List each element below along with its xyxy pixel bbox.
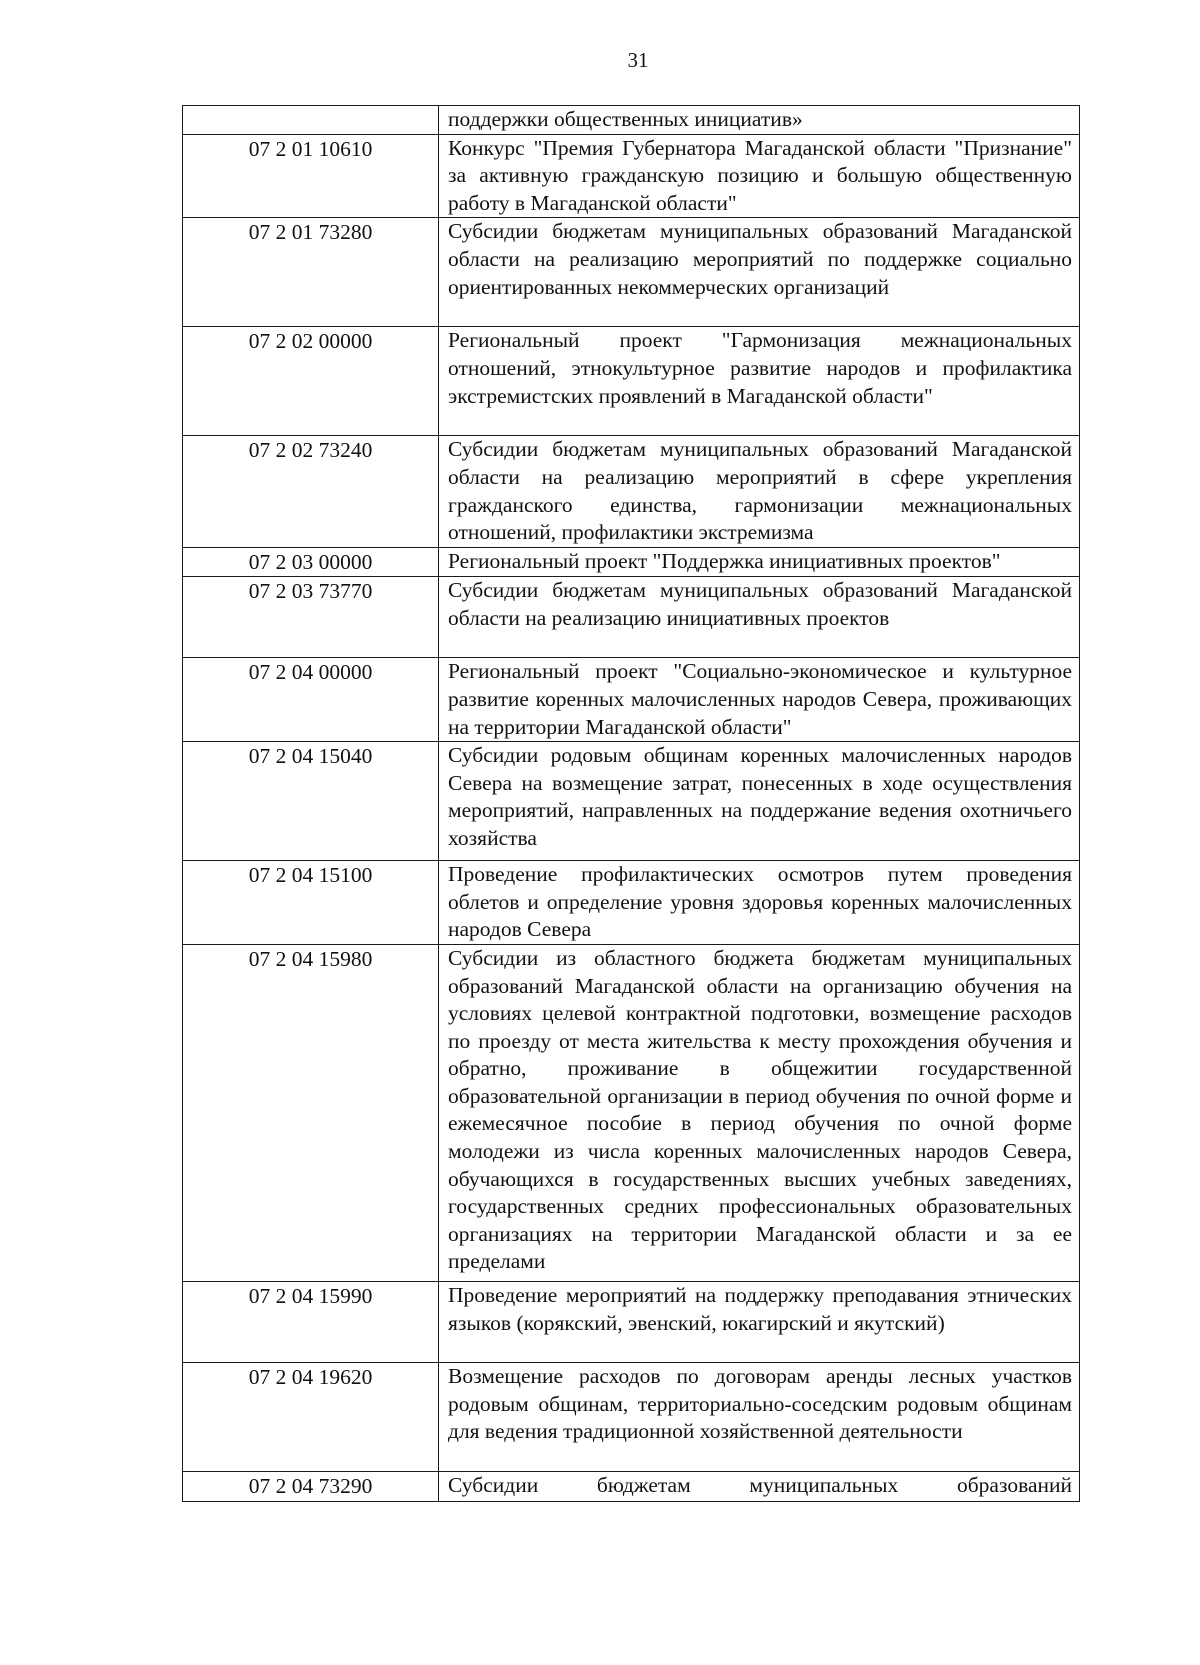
code-cell: 07 2 02 00000 (183, 327, 439, 436)
code-cell: 07 2 02 73240 (183, 436, 439, 547)
table-row (183, 436, 1080, 547)
code-cell: 07 2 04 15990 (183, 1281, 439, 1362)
description-cell: Региональный проект "Поддержка инициативных проектов" (439, 547, 1080, 577)
description-cell: Субсидии бюджетам муниципальных образований Магаданской области на реализацию инициативных проектов (439, 577, 1080, 658)
table-row (183, 658, 1080, 742)
code-cell: 07 2 04 15100 (183, 861, 439, 945)
code-cell: 07 2 01 10610 (183, 134, 439, 218)
table-row (183, 1471, 1080, 1501)
table-row (183, 327, 1080, 436)
table-row (183, 134, 1080, 218)
description-cell: Конкурс "Премия Губернатора Магаданской области "Признание" за активную гражданскую позицию и большую общественную работу в Магаданской области" (439, 134, 1080, 218)
code-cell: 07 2 04 15980 (183, 944, 439, 1281)
code-cell: 07 2 04 19620 (183, 1362, 439, 1471)
code-cell: 07 2 04 73290 (183, 1471, 439, 1501)
table-row (183, 218, 1080, 327)
code-cell: 07 2 01 73280 (183, 218, 439, 327)
description-cell: Субсидии бюджетам муниципальных образований Магаданской области на реализацию мероприятий по поддержке социально ориентированных некоммерческих организаций (439, 218, 1080, 327)
description-cell: Субсидии родовым общинам коренных малочисленных народов Севера на возмещение затрат, понесенных в ходе осуществления мероприятий, направленных на поддержание ведения охотничьего хозяйства (439, 742, 1080, 861)
table-row (183, 106, 1080, 135)
table-row (183, 944, 1080, 1281)
description-cell: Субсидии бюджетам муниципальных образований (439, 1471, 1080, 1501)
description-cell: Проведение профилактических осмотров путем проведения облетов и определение уровня здоровья коренных малочисленных народов Севера (439, 861, 1080, 945)
table-row (183, 547, 1080, 577)
description-cell: Возмещение расходов по договорам аренды лесных участков родовым общинам, территориально-соседским родовым общинам для ведения традиционной хозяйственной деятельности (439, 1362, 1080, 1471)
description-cell: Субсидии бюджетам муниципальных образований Магаданской области на реализацию мероприятий в сфере укрепления гражданского единства, гармонизации межнациональных отношений, профилактики экстремизма (439, 436, 1080, 547)
code-cell: 07 2 04 15040 (183, 742, 439, 861)
table-row (183, 861, 1080, 945)
code-cell: 07 2 04 00000 (183, 658, 439, 742)
code-cell: 07 2 03 73770 (183, 577, 439, 658)
table-row (183, 1281, 1080, 1362)
table-row (183, 1362, 1080, 1471)
budget-code-table (182, 105, 1080, 1502)
description-cell: Субсидии из областного бюджета бюджетам муниципальных образований Магаданской области на организацию обучения на условиях целевой контрактной подготовки, возмещение расходов по проезду от места жительства к месту прохождения обучения и обратно, проживание в общежитии государственной образовательной организации в период обучения по очной форме и ежемесячное пособие в период обучения по очной форме молодежи из числа коренных малочисленных народов Севера, обучающихся в государственных высших учебных заведениях, государственных средних профессиональных образовательных организациях на территории Магаданской области и за ее пределами (439, 944, 1080, 1281)
description-cell: Региональный проект "Гармонизация межнациональных отношений, этнокультурное развитие народов и профилактика экстремистских проявлений в Магаданской области" (439, 327, 1080, 436)
table-body (183, 106, 1080, 1502)
table-row (183, 577, 1080, 658)
description-cell: Региональный проект "Социально-экономическое и культурное развитие коренных малочисленных народов Севера, проживающих на территории Магаданской области" (439, 658, 1080, 742)
code-cell (183, 106, 439, 135)
description-cell: Проведение мероприятий на поддержку преподавания этнических языков (корякский, эвенский, юкагирский и якутский) (439, 1281, 1080, 1362)
page-number: 31 (627, 48, 649, 72)
code-cell: 07 2 03 00000 (183, 547, 439, 577)
description-cell: поддержки общественных инициатив» (439, 106, 1080, 135)
table-row (183, 742, 1080, 861)
